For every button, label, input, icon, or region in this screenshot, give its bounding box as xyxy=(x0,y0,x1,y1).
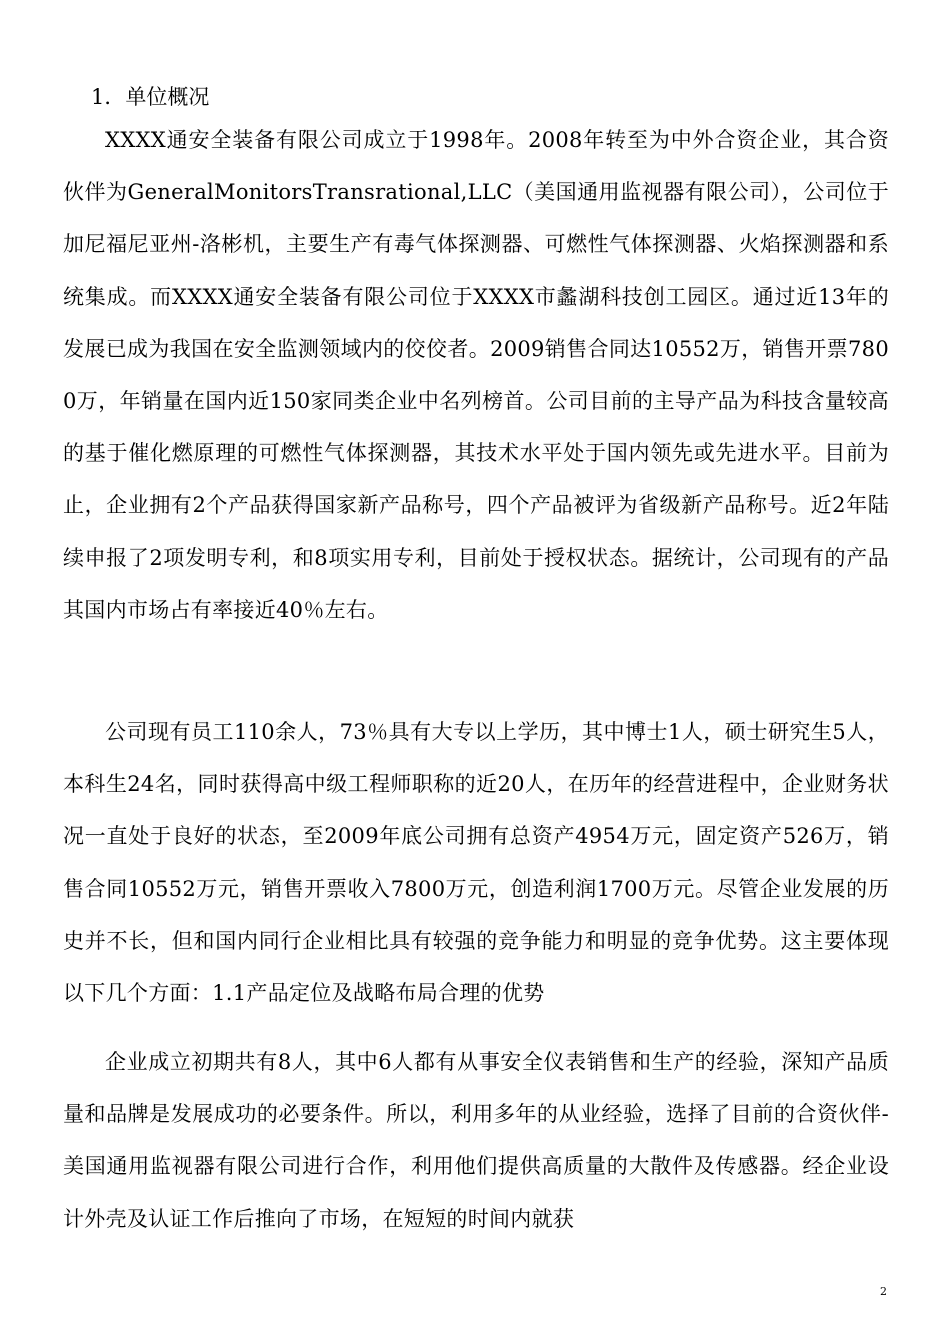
paragraph-staff-finance: 公司现有员工110余人，73％具有大专以上学历，其中博士1人，硕士研究生5人，本科生24名，同时获得高中级工程师职称的近20人，在历年的经营进程中，企业财务状况一直处于良好的状态，至2009年底公司拥有总资产4954万元，固定资产526万，销售合同10552万元，销售开票收入7800万元，创造利润1700万元。尽管企业发展的历史并不长，但和国内同行企业相比具有较强的竞争能力和明显的竞争优势。这主要体现以下几个方面：1.1产品定位及战略布局合理的优势 xyxy=(63,720,889,1006)
paragraph-early-history: 企业成立初期共有8人，其中6人都有从事安全仪表销售和生产的经验，深知产品质量和品牌是发展成功的必要条件。所以，利用多年的从业经验，选择了目前的合资伙伴-美国通用监视器有限公司进行合作，利用他们提供高质量的大散件及传感器。经企业设计外壳及认证工作后推向了市场，在短短的时间内就获 xyxy=(63,1050,889,1231)
section-heading: 1．单位概况 xyxy=(91,85,210,109)
paragraph-company-overview: XXXX通安全装备有限公司成立于1998年。2008年转至为中外合资企业，其合资伙伴为GeneralMonitorsTransrational,LLC（美国通用监视器有限公司），公司位于加尼福尼亚州-洛彬机，主要生产有毒气体探测器、可燃性气体探测器、火焰探测器和系统集成。而XXXX通安全装备有限公司位于XXXX市蠡湖科技创工园区。通过近13年的发展已成为我国在安全监测领域内的佼佼者。2009销售合同达10552万，销售开票7800万，年销量在国内近150家同类企业中名列榜首。公司目前的主导产品为科技含量较高的基于催化燃原理的可燃性气体探测器，其技术水平处于国内领先或先进水平。目前为止，企业拥有2个产品获得国家新产品称号，四个产品被评为省级新产品称号。近2年陆续申报了2项发明专利，和8项实用专利，目前处于授权状态。据统计，公司现有的产品其国内市场占有率接近40％左右。 xyxy=(63,128,889,622)
page-number: 2 xyxy=(880,1285,887,1298)
